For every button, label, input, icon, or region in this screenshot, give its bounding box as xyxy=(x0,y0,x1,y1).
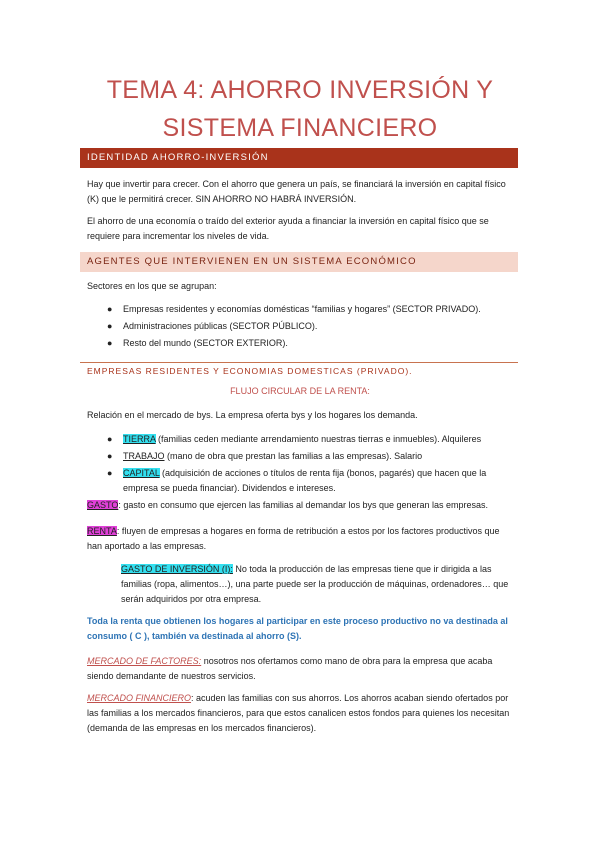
list-item-text: Administraciones públicas (SECTOR PÚBLICO). xyxy=(123,321,318,331)
mercado-financiero-paragraph xyxy=(87,691,515,736)
mercado-factores-label: MERCADO DE FACTORES: xyxy=(87,656,202,666)
paragraph-identidad-1: Hay que invertir para crecer. Con el ahorro que genera un país, se financiará la inversión en capital físico (K) que le permitirá crecer. SIN AHORRO NO HABRÁ INVERSIÓN. xyxy=(87,179,506,204)
sectores-list xyxy=(107,302,517,353)
page-title-line2: SISTEMA FINANCIERO xyxy=(162,114,438,142)
inversion-text: No toda la producción de las empresas tiene que ir dirigida a las familias (ropa, alimentos…), una parte puede ser la producción de máquinas, ordenadores… que serán adquiridos por otra empresa. xyxy=(121,564,509,604)
bullet-icon: ● xyxy=(107,338,113,348)
list-item-text: Resto del mundo (SECTOR EXTERIOR). xyxy=(123,338,288,348)
inversion-paragraph xyxy=(121,562,515,607)
mercado-financiero-text: : acuden las familias con sus ahorros. Los ahorros acaban siendo ofertados por las familias a los mercados financieros, para que estos canalicen estos fondos para quienes los necesitan (demanda de las empresas en los mercados financieros). xyxy=(87,693,510,733)
list-item xyxy=(107,432,517,447)
factor-label-capital: CAPITAL xyxy=(123,468,160,478)
renta-text: : fluyen de empresas a hogares en forma de retribución a estos por los factores productivos que han aportado a las empresas. xyxy=(87,526,500,551)
bullet-icon: ● xyxy=(107,468,113,478)
factores-list xyxy=(107,432,517,498)
gasto-paragraph xyxy=(87,498,515,513)
factor-label-tierra: TIERRA xyxy=(123,434,156,444)
mercado-financiero-label: MERCADO FINANCIERO xyxy=(87,693,192,703)
renta-destino-paragraph: Toda la renta que obtienen los hogares al participar en este proceso productivo no va destinada al consumo ( C ), también va destinada al ahorro (S). xyxy=(87,616,508,641)
inversion-label: GASTO DE INVERSIÓN (I): xyxy=(121,564,233,574)
bullet-icon: ● xyxy=(107,321,113,331)
list-item xyxy=(107,449,517,464)
section-heading-empresas: EMPRESAS RESIDENTES Y ECONOMIAS DOMESTICAS (PRIVADO). xyxy=(87,366,413,376)
bullet-icon: ● xyxy=(107,304,113,314)
list-item xyxy=(107,302,517,317)
mercado-factores-paragraph xyxy=(87,654,515,684)
factor-text-trabajo: (mano de obra que prestan las familias a las empresas). Salario xyxy=(164,451,423,461)
list-item-text: Empresas residentes y economías domésticas “familias y hogares” (SECTOR PRIVADO). xyxy=(123,304,481,314)
gasto-text: : gasto en consumo que ejercen las familias al demandar los bys que generan las empresas. xyxy=(118,500,489,510)
mercado-factores-text: nosotros nos ofertamos como mano de obra para la empresa que acaba siendo demandante de nuestros servicios. xyxy=(87,656,493,681)
bullet-icon: ● xyxy=(107,434,113,444)
page-title-line1: TEMA 4: AHORRO INVERSIÓN Y xyxy=(106,76,494,104)
paragraph-identidad-2: El ahorro de una economía o traído del exterior ayuda a financiar la inversión en capital físico que se requiere para incrementar los niveles de vida. xyxy=(87,216,489,241)
relacion-paragraph: Relación en el mercado de bys. La empresa oferta bys y los hogares los demanda. xyxy=(87,410,418,420)
section-divider xyxy=(80,362,518,363)
agentes-intro: Sectores en los que se agrupan: xyxy=(87,281,217,291)
factor-label-trabajo: TRABAJO xyxy=(123,451,165,461)
section-heading-identidad: IDENTIDAD AHORRO-INVERSIÓN xyxy=(80,148,518,168)
list-item xyxy=(107,336,517,351)
list-item xyxy=(107,466,517,496)
list-item xyxy=(107,319,517,334)
flujo-circular-title: FLUJO CIRCULAR DE LA RENTA: xyxy=(230,386,370,396)
renta-label: RENTA xyxy=(87,526,117,536)
factor-text-capital: (adquisición de acciones o títulos de renta fija (bonos, pagarés) que hacen que la empresa se pueda financiar). Dividendos e intereses. xyxy=(123,468,487,493)
factor-text-tierra: (familias ceden mediante arrendamiento nuestras tierras e inmuebles). Alquileres xyxy=(155,434,482,444)
bullet-icon: ● xyxy=(107,451,113,461)
gasto-label: GASTO xyxy=(87,500,119,510)
renta-paragraph xyxy=(87,524,515,554)
section-heading-agentes: AGENTES QUE INTERVIENEN EN UN SISTEMA ECONÓMICO xyxy=(80,252,518,272)
